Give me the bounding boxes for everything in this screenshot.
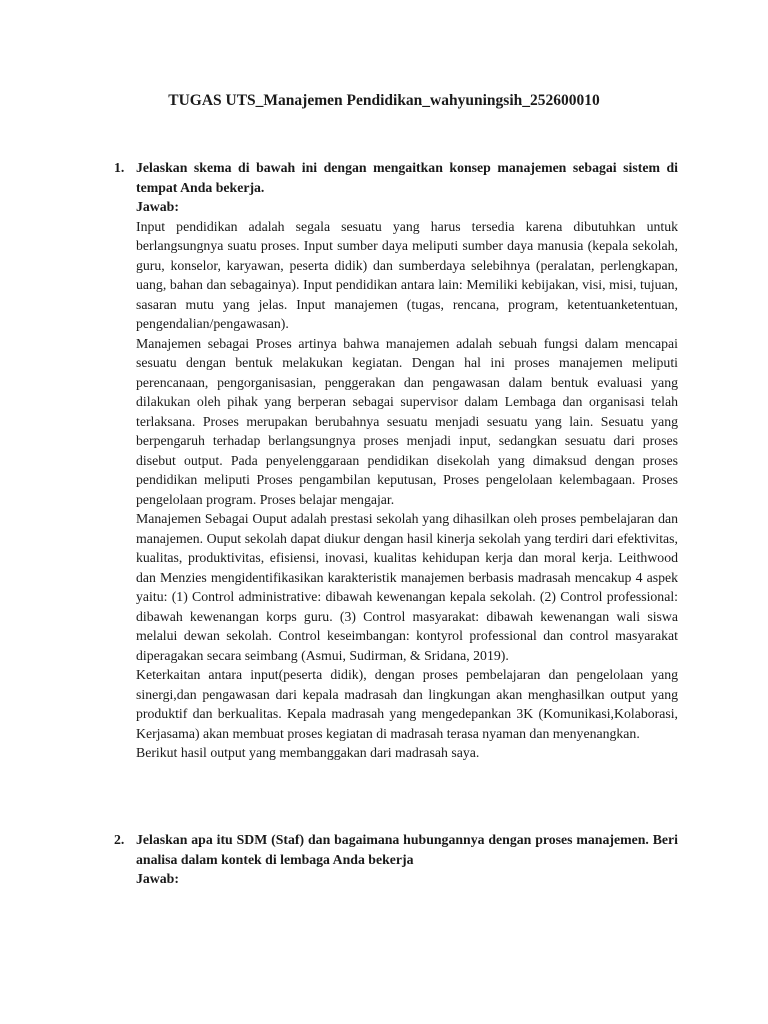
answer-label: Jawab: <box>136 871 179 886</box>
question-text: Jelaskan skema di bawah ini dengan mengaitkan konsep manajemen sebagai sistem di tempat Anda bekerja. <box>136 160 678 195</box>
question-1 <box>114 158 678 763</box>
answer-paragraph-process: Manajemen sebagai Proses artinya bahwa manajemen adalah sebuah fungsi dalam mencapai sesuatu dengan bentuk melakukan kegiatan. Dengan hal ini proses manajemen meliputi perencanaan, pengorganisasian, penggerakan dan pengawasan dalam bentuk evaluasi yang dilakukan oleh pihak yang berperan sebagai supervisor dalam Lembaga dan organisasi telah terlaksana. Proses merupakan berubahnya sesuatu menjadi sesuatu yang lain. Sesuatu yang berpengaruh terhadap berlangsungnya proses menjadi input, sedangkan sesuatu dari proses disebut output. Pada penyelenggaraan pendidikan disekolah yang dimaksud dengan proses pendidikan meliputi Proses pengambilan keputusan, Proses pengelolaan kelembagaan. Proses pengelolaan program. Proses belajar mengajar. <box>136 335 678 507</box>
question-text: Jelaskan apa itu SDM (Staf) dan bagaimana hubungannya dengan proses manajemen. Beri analisa dalam kontek di lembaga Anda bekerja <box>136 832 678 867</box>
question-number: 1. <box>114 160 125 175</box>
answer-paragraph-relation: Keterkaitan antara input(peserta didik), dengan proses pembelajaran dan pengelolaan yang sinergi,dan pengawasan dari kepala madrasah dan lingkungan akan menghasilkan output yang produktif dan berkualitas. Kepala madrasah yang mengedepankan 3K (Komunikasi,Kolaborasi, Kerjasama) akan membuat proses kegiatan di madrasah terasa nyaman dan menyenangkan. <box>136 667 678 741</box>
question-number: 2. <box>114 832 125 847</box>
answer-label: Jawab: <box>136 199 179 214</box>
question-body <box>136 830 678 889</box>
question-2 <box>114 830 678 889</box>
answer-paragraph-input: Input pendidikan adalah segala sesuatu yang harus tersedia karena dibutuhkan untuk berlangsungnya suatu proses. Input sumber daya meliputi sumber daya manusia (kepala sekolah, guru, konselor, karyawan, peserta didik) dan sumberdaya selebihnya (peralatan, perlengkapan, uang, bahan dan sebagainya). Input pendidikan antara lain: Memiliki kebijakan, visi, misi, tujuan, sasaran mutu yang jelas. Input manajemen (tugas, rencana, program, ketentuanketentuan, pengendalian/pengawasan). <box>136 218 678 331</box>
document-title: TUGAS UTS_Manajemen Pendidikan_wahyuningsih_252600010 <box>168 92 600 109</box>
question-body <box>136 158 678 763</box>
answer-paragraph-closing: Berikut hasil output yang membanggakan dari madrasah saya. <box>136 745 480 760</box>
answer-paragraph-output: Manajemen Sebagai Ouput adalah prestasi sekolah yang dihasilkan oleh proses pembelajaran dan manajemen. Ouput sekolah dapat diukur dengan hasil kinerja sekolah yang terdiri dari efektivitas, kualitas, produktivitas, efisiensi, inovasi, kualitas kehidupan kerja dan moral kerja. Leithwood dan Menzies mengidentifikasikan karakteristik manajemen berbasis madrasah mencakup 4 aspek yaitu: (1) Control administrative: dibawah kewenangan kepala sekolah. (2) Control professional: dibawah kewenangan korps guru. (3) Control masyarakat: dibawah kewenangan wali siswa melalui dewan sekolah. Control keseimbangan: kontyrol professional dan control masyarakat diperagakan secara seimbang (Asmui, Sudirman, & Sridana, 2019). <box>136 511 678 663</box>
